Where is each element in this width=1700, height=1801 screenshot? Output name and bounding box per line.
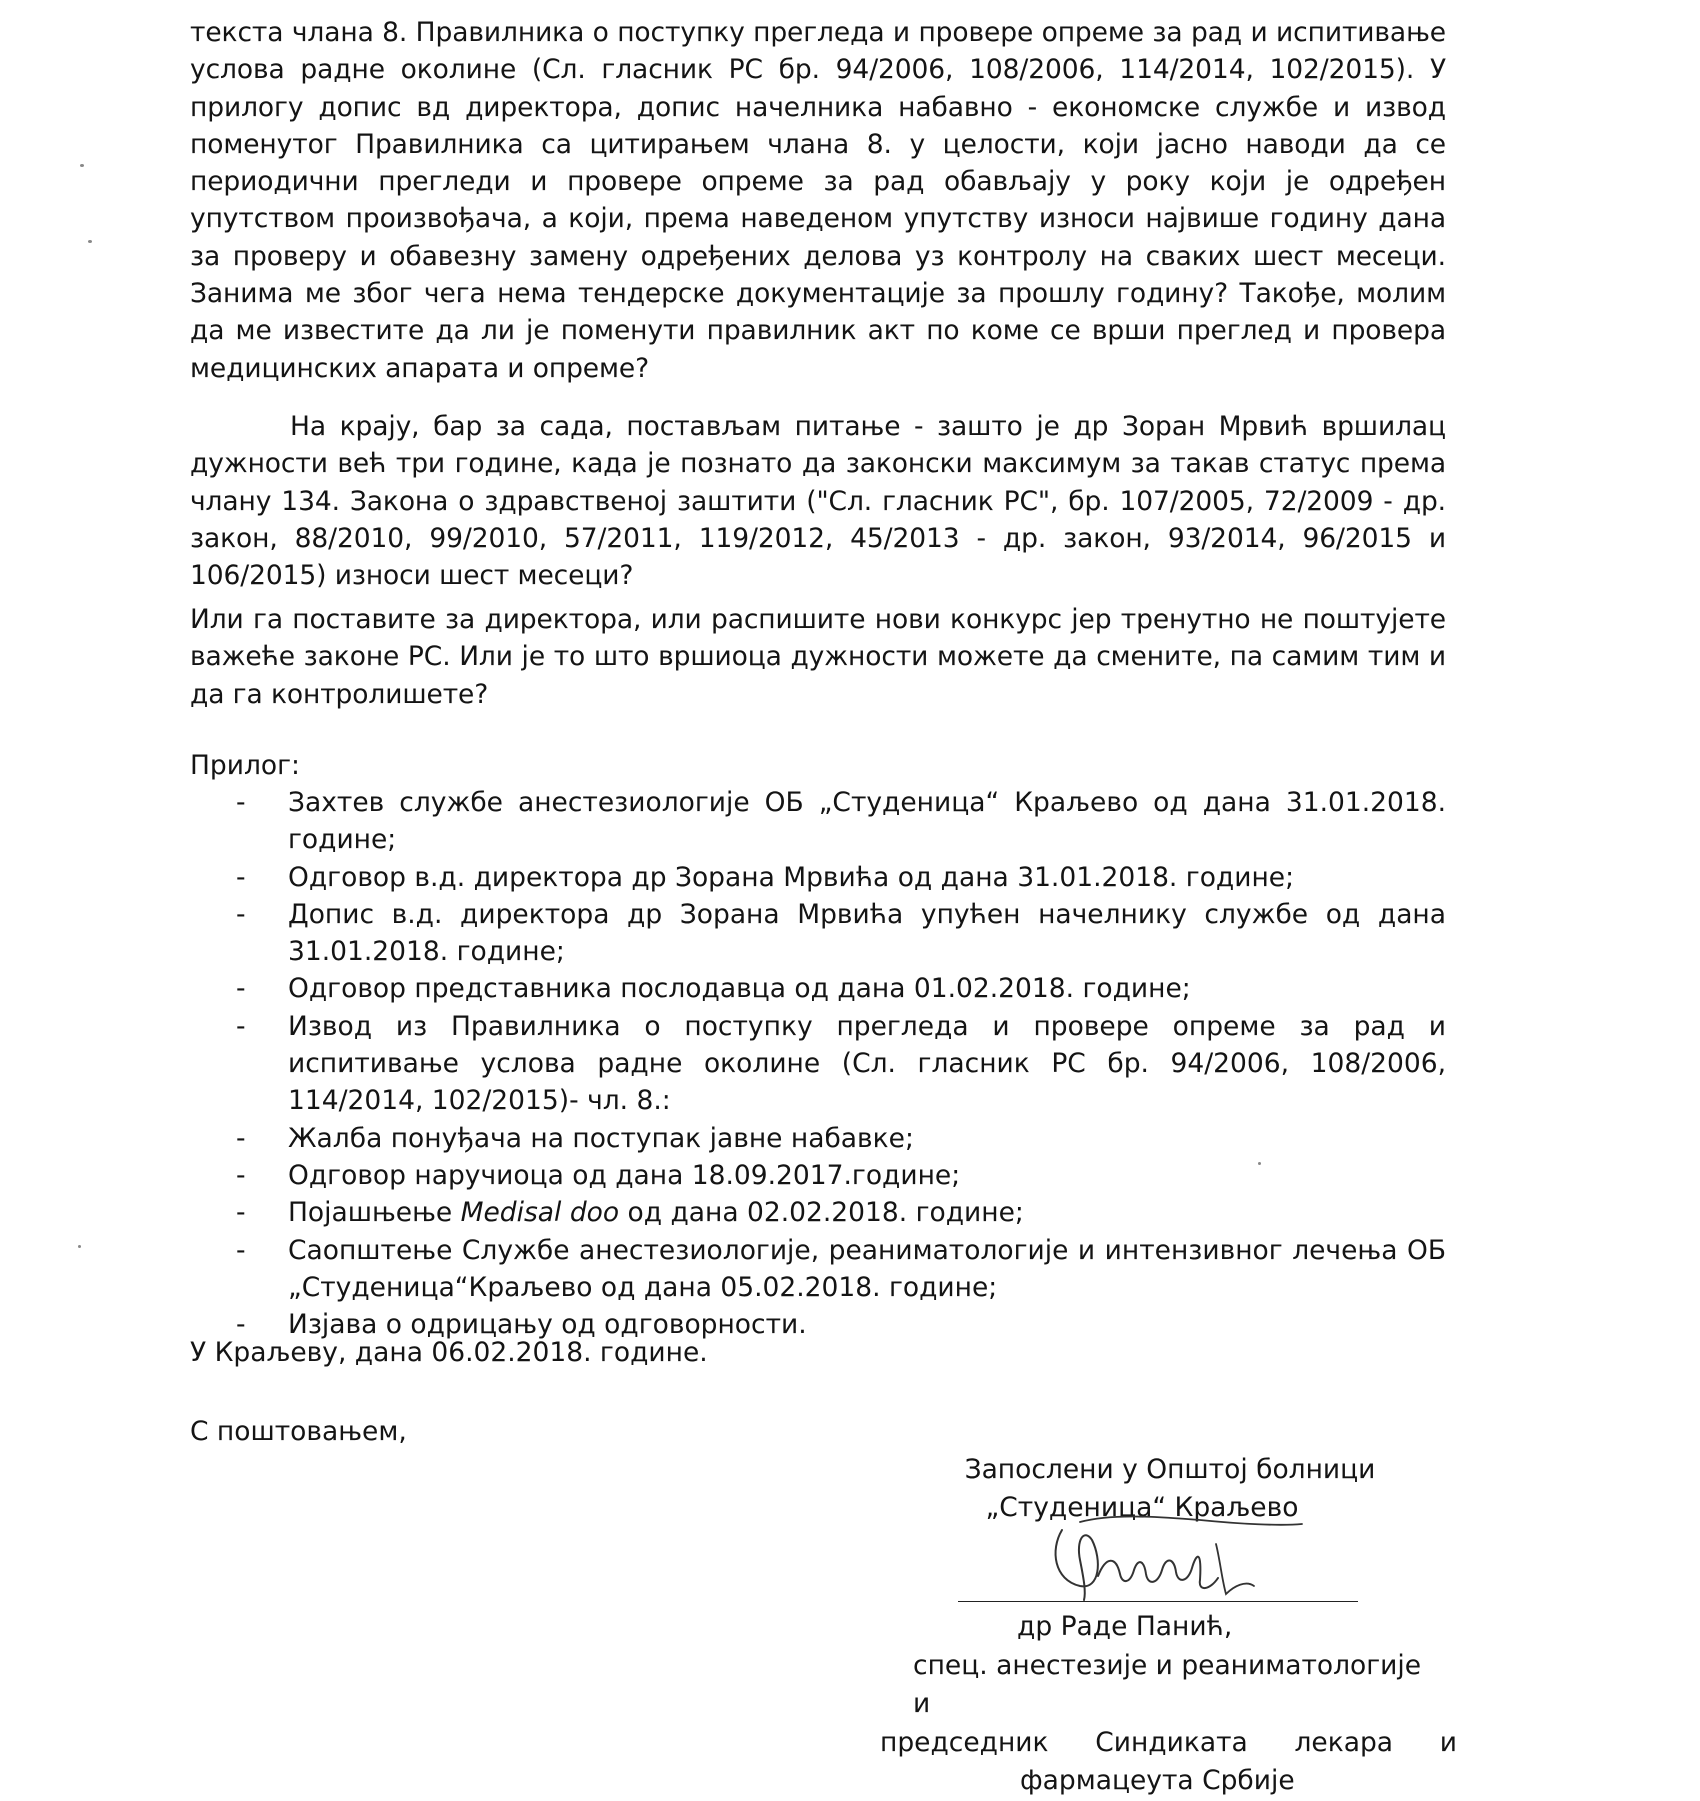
body-paragraph-1: текста члана 8. Правилника о поступку прегледа и провере опреме за рад и испитивање услова радне околине (Сл. гласник РС бр. 94/2006, 108/2006, 114/2014, 102/2015). У прилогу допис вд директора, допис начелника набавно - економске службе и извод поменутог Правилника са цитирањем члана 8. у целости, који јасно наводи да се периодични прегледи и провере опреме за рад обављају у року који је одређен упутством произвођача, а који, према наведеном упутству износи највише годину дана за проверу и обавезну замену одређених делова уз контролу на сваких шест месеци. Занима ме због чега нема тендерске документације за прошлу годину? Такође, молим да ме известите да ли је поменути правилник акт по коме се врши преглед и провера медицинских апарата и опреме? <box>190 17 1446 384</box>
attachments-list <box>190 784 1446 1343</box>
organization-line-2: „Студеница“ Краљево <box>985 1492 1299 1523</box>
signer-name: др Раде Панић, <box>1017 1611 1233 1642</box>
closing-salutation: С поштовањем, <box>190 1416 407 1447</box>
attachment-item <box>190 1008 1446 1120</box>
place-and-date: У Краљеву, дана 06.02.2018. године. <box>190 1337 708 1368</box>
attachment-item <box>190 970 1446 1007</box>
attachment-company-name: Medisal doo <box>460 1197 620 1229</box>
scan-speck <box>80 164 84 167</box>
signer-block <box>880 1608 1457 1801</box>
list-bullet: - <box>236 1197 246 1229</box>
list-bullet: - <box>236 973 246 1005</box>
attachment-item <box>190 784 1446 859</box>
attachment-text: Одговор представника послодавца од дана 01.02.2018. године; <box>288 973 1191 1005</box>
signer-title-line-2: председник Синдиката лекара и <box>880 1726 1457 1758</box>
scan-speck <box>88 240 92 243</box>
list-bullet: - <box>236 1309 246 1341</box>
attachment-text: Саопштење Службе анестезиологије, реаниматологије и интензивног лечења ОБ „Студеница“Краљево од дана 05.02.2018. године; <box>288 1234 1446 1303</box>
attachment-text-before: Појашњење <box>288 1197 461 1229</box>
list-bullet: - <box>236 861 246 893</box>
attachment-item <box>190 859 1446 896</box>
attachment-item <box>190 1232 1446 1307</box>
list-bullet: - <box>236 1159 246 1191</box>
attachment-text-after: од дана 02.02.2018. године; <box>619 1197 1024 1229</box>
attachment-text: Захтев службе анестезиологије ОБ „Студеница“ Краљево од дана 31.01.2018. године; <box>288 787 1446 856</box>
scan-speck <box>78 1245 81 1248</box>
signer-title-line-1: спец. анестезије и реаниматологије и <box>913 1649 1422 1719</box>
body-paragraph-3: Или га поставите за директора, или распишите нови конкурс јер тренутно не поштујете важеће законе РС. Или је то што вршиоца дужности можете да смените, па самим тим и да га контролишете? <box>190 604 1446 710</box>
attachment-item <box>190 1194 1446 1231</box>
handwritten-signature <box>1040 1500 1320 1610</box>
list-bullet: - <box>236 787 246 818</box>
attachment-text: Допис в.д. директора др Зорана Мрвића упућен начелнику службе од дана 31.01.2018. године; <box>288 898 1446 968</box>
signer-title-line-3: фармацеута Србије <box>1020 1765 1295 1796</box>
scan-speck <box>1258 1162 1261 1165</box>
list-bullet: - <box>236 1122 246 1154</box>
signature-line <box>958 1601 1358 1602</box>
attachment-text: Одговор наручиоца од дана 18.09.2017.године; <box>288 1159 961 1191</box>
attachments-heading: Прилог: <box>190 750 300 781</box>
list-bullet: - <box>236 898 246 930</box>
list-bullet: - <box>236 1010 246 1042</box>
list-bullet: - <box>236 1234 246 1266</box>
attachment-text: Изјава о одрицању од одговорности. <box>288 1309 807 1341</box>
body-paragraph-2: На крају, бар за сада, постављам питање - зашто је др Зоран Мрвић вршилац дужности већ три године, када је познато да законски максимум за такав статус према члану 134. Закона о здравственој заштити ("Сл. гласник РС", бр. 107/2005, 72/2009 - др. закон, 88/2010, 99/2010, 57/2011, 119/2012, 45/2013 - др. закон, 93/2014, 96/2015 и 106/2015) износи шест месеци? <box>190 411 1446 592</box>
attachment-item <box>190 1120 1446 1157</box>
attachment-text: Жалба понуђача на поступак јавне набавке; <box>288 1122 914 1154</box>
attachment-text: Одговор в.д. директора др Зорана Мрвића од дана 31.01.2018. године; <box>288 861 1295 893</box>
attachment-item <box>190 896 1446 971</box>
attachment-text: Извод из Правилника о поступку прегледа и провере опреме за рад и испитивање услова радне околине (Сл. гласник РС бр. 94/2006, 108/2006, 114/2014, 102/2015)- чл. 8.: <box>288 1010 1446 1117</box>
organization-line-1: Запослени у Општој болници <box>964 1454 1376 1485</box>
